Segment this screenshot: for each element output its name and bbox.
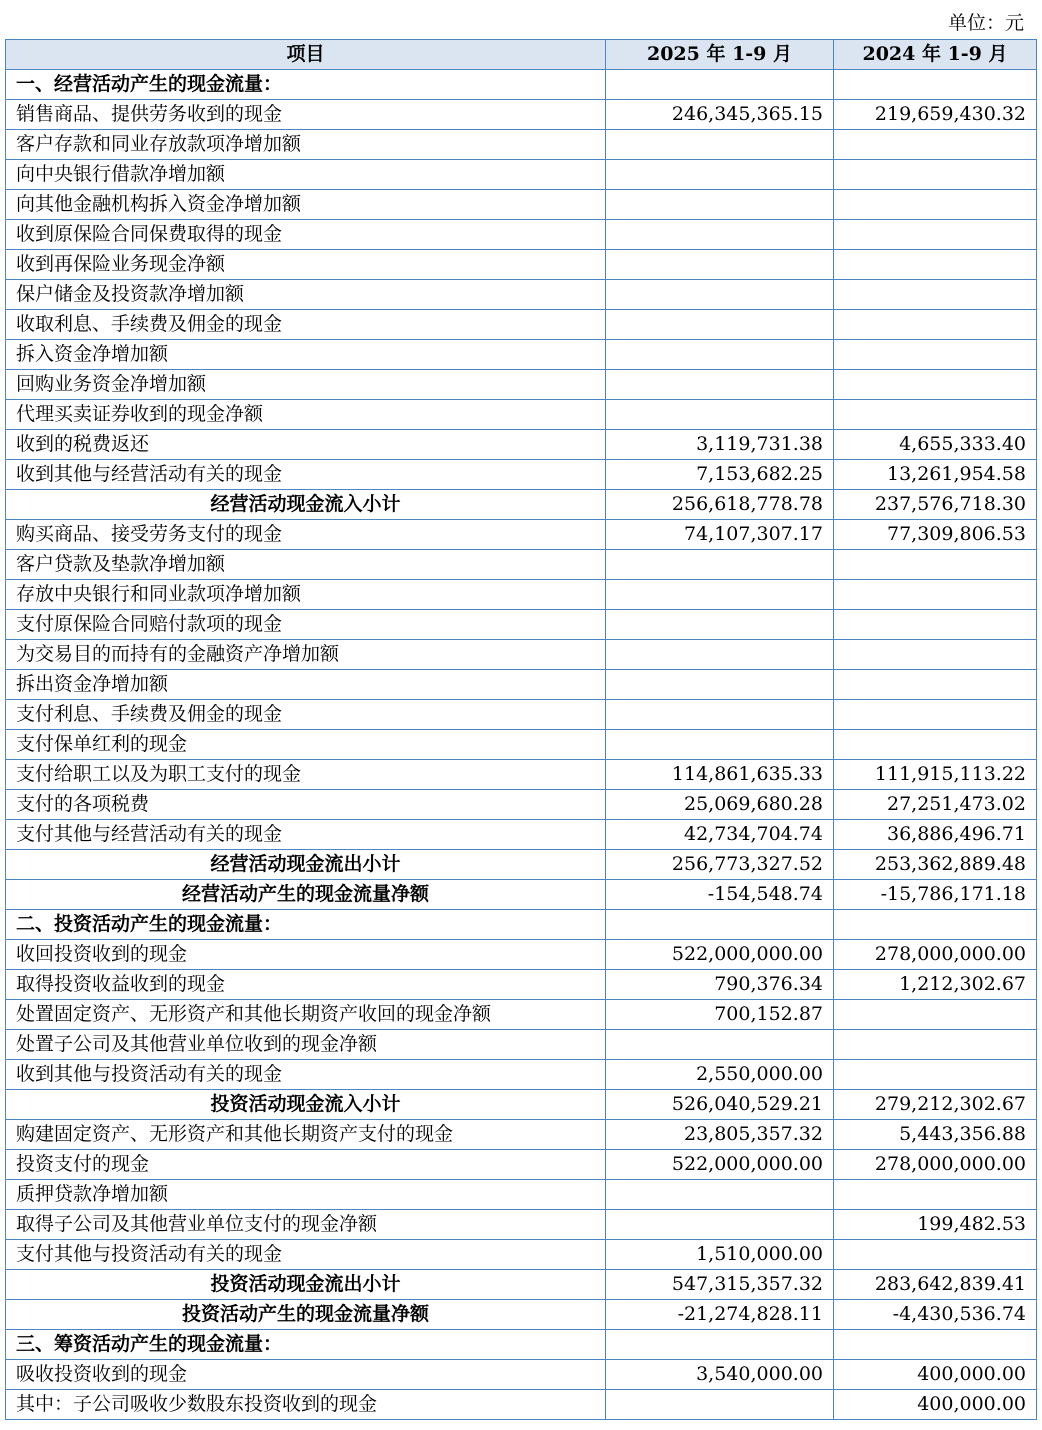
- value-2024: [834, 220, 1037, 250]
- value-2025: 7,153,682.25: [606, 460, 834, 490]
- row-label: 投资活动现金流出小计: [6, 1270, 606, 1300]
- row-label: 购建固定资产、无形资产和其他长期资产支付的现金: [6, 1120, 606, 1150]
- table-row: [6, 550, 1037, 580]
- value-2025: 1,510,000.00: [606, 1240, 834, 1270]
- row-label: 为交易目的而持有的金融资产净增加额: [6, 640, 606, 670]
- value-2025: [606, 370, 834, 400]
- value-2025: [606, 250, 834, 280]
- value-2024: 27,251,473.02: [834, 790, 1037, 820]
- value-2024: [834, 640, 1037, 670]
- unit-label: 单位：元: [947, 12, 1024, 34]
- value-2025: [606, 400, 834, 430]
- row-label: 向其他金融机构拆入资金净增加额: [6, 190, 606, 220]
- value-2025: [606, 1210, 834, 1240]
- value-2025: [606, 730, 834, 760]
- row-label: 取得子公司及其他营业单位支付的现金净额: [6, 1210, 606, 1240]
- value-2024: [834, 280, 1037, 310]
- value-2024: [834, 310, 1037, 340]
- row-label: 客户贷款及垫款净增加额: [6, 550, 606, 580]
- value-2024: [834, 1180, 1037, 1210]
- value-2024: [834, 70, 1037, 100]
- value-2025: [606, 310, 834, 340]
- table-row: [6, 490, 1037, 520]
- value-2024: [834, 190, 1037, 220]
- value-2025: [606, 1390, 834, 1420]
- table-row: [6, 340, 1037, 370]
- value-2025: [606, 190, 834, 220]
- value-2024: [834, 370, 1037, 400]
- table-row: [6, 970, 1037, 1000]
- row-label: 支付原保险合同赔付款项的现金: [6, 610, 606, 640]
- value-2024: [834, 700, 1037, 730]
- value-2024: [834, 1030, 1037, 1060]
- value-2025: [606, 1030, 834, 1060]
- table-row: [6, 820, 1037, 850]
- value-2024: [834, 250, 1037, 280]
- table-row: [6, 910, 1037, 940]
- value-2024: 237,576,718.30: [834, 490, 1037, 520]
- row-label: 收回投资收到的现金: [6, 940, 606, 970]
- table-row: [6, 640, 1037, 670]
- value-2025: 526,040,529.21: [606, 1090, 834, 1120]
- table-row: [6, 1030, 1037, 1060]
- table-row: [6, 1120, 1037, 1150]
- row-label: 质押贷款净增加额: [6, 1180, 606, 1210]
- value-2024: [834, 910, 1037, 940]
- table-row: [6, 1150, 1037, 1180]
- table-row: [6, 1210, 1037, 1240]
- value-2025: [606, 910, 834, 940]
- row-label: 支付利息、手续费及佣金的现金: [6, 700, 606, 730]
- value-2024: 4,655,333.40: [834, 430, 1037, 460]
- table-row: [6, 580, 1037, 610]
- value-2025: [606, 340, 834, 370]
- row-label: 投资支付的现金: [6, 1150, 606, 1180]
- row-label: 吸收投资收到的现金: [6, 1360, 606, 1390]
- table-row: [6, 670, 1037, 700]
- value-2024: -15,786,171.18: [834, 880, 1037, 910]
- value-2025: [606, 130, 834, 160]
- table-row: [6, 280, 1037, 310]
- table-row: [6, 220, 1037, 250]
- value-2025: [606, 220, 834, 250]
- value-2024: [834, 580, 1037, 610]
- value-2024: 199,482.53: [834, 1210, 1037, 1240]
- row-label: 保户储金及投资款净增加额: [6, 280, 606, 310]
- value-2024: [834, 1240, 1037, 1270]
- value-2024: -4,430,536.74: [834, 1300, 1037, 1330]
- value-2025: [606, 280, 834, 310]
- table-row: [6, 520, 1037, 550]
- value-2025: -154,548.74: [606, 880, 834, 910]
- value-2024: 77,309,806.53: [834, 520, 1037, 550]
- row-label: 支付给职工以及为职工支付的现金: [6, 760, 606, 790]
- value-2024: [834, 1000, 1037, 1030]
- table-row: [6, 310, 1037, 340]
- table-row: [6, 760, 1037, 790]
- row-label: 二、投资活动产生的现金流量：: [6, 910, 606, 940]
- value-2025: [606, 610, 834, 640]
- table-row: [6, 1270, 1037, 1300]
- row-label: 取得投资收益收到的现金: [6, 970, 606, 1000]
- table-row: [6, 430, 1037, 460]
- row-label: 经营活动产生的现金流量净额: [6, 880, 606, 910]
- row-label: 经营活动现金流入小计: [6, 490, 606, 520]
- table-row: [6, 160, 1037, 190]
- value-2024: 13,261,954.58: [834, 460, 1037, 490]
- value-2024: [834, 400, 1037, 430]
- table-row: [6, 850, 1037, 880]
- table-row: [6, 700, 1037, 730]
- row-label: 一、经营活动产生的现金流量：: [6, 70, 606, 100]
- row-label: 销售商品、提供劳务收到的现金: [6, 100, 606, 130]
- value-2025: 114,861,635.33: [606, 760, 834, 790]
- value-2024: 279,212,302.67: [834, 1090, 1037, 1120]
- value-2025: [606, 1330, 834, 1360]
- value-2024: 253,362,889.48: [834, 850, 1037, 880]
- value-2024: [834, 160, 1037, 190]
- value-2025: 2,550,000.00: [606, 1060, 834, 1090]
- value-2025: 246,345,365.15: [606, 100, 834, 130]
- row-label: 代理买卖证券收到的现金净额: [6, 400, 606, 430]
- table-row: [6, 1090, 1037, 1120]
- table-row: [6, 790, 1037, 820]
- value-2025: 23,805,357.32: [606, 1120, 834, 1150]
- table-row: [6, 100, 1037, 130]
- value-2024: 219,659,430.32: [834, 100, 1037, 130]
- row-label: 收到其他与经营活动有关的现金: [6, 460, 606, 490]
- value-2025: 790,376.34: [606, 970, 834, 1000]
- value-2025: [606, 670, 834, 700]
- value-2025: 42,734,704.74: [606, 820, 834, 850]
- value-2025: 3,540,000.00: [606, 1360, 834, 1390]
- table-row: [6, 130, 1037, 160]
- row-label: 经营活动现金流出小计: [6, 850, 606, 880]
- row-label: 三、筹资活动产生的现金流量：: [6, 1330, 606, 1360]
- row-label: 收到其他与投资活动有关的现金: [6, 1060, 606, 1090]
- value-2025: [606, 70, 834, 100]
- table-row: [6, 1180, 1037, 1210]
- table-row: [6, 1000, 1037, 1030]
- value-2025: 256,773,327.52: [606, 850, 834, 880]
- row-label: 客户存款和同业存放款项净增加额: [6, 130, 606, 160]
- table-row: [6, 250, 1037, 280]
- table-row: [6, 190, 1037, 220]
- value-2025: 3,119,731.38: [606, 430, 834, 460]
- value-2024: 1,212,302.67: [834, 970, 1037, 1000]
- row-label: 支付的各项税费: [6, 790, 606, 820]
- row-label: 处置固定资产、无形资产和其他长期资产收回的现金净额: [6, 1000, 606, 1030]
- value-2024: 400,000.00: [834, 1390, 1037, 1420]
- row-label: 收取利息、手续费及佣金的现金: [6, 310, 606, 340]
- table-row: [6, 1390, 1037, 1420]
- value-2024: 111,915,113.22: [834, 760, 1037, 790]
- table-row: [6, 940, 1037, 970]
- row-label: 拆入资金净增加额: [6, 340, 606, 370]
- row-label: 投资活动现金流入小计: [6, 1090, 606, 1120]
- value-2025: 74,107,307.17: [606, 520, 834, 550]
- row-label: 购买商品、接受劳务支付的现金: [6, 520, 606, 550]
- value-2024: [834, 1330, 1037, 1360]
- table-row: [6, 460, 1037, 490]
- table-row: [6, 1240, 1037, 1270]
- value-2024: 278,000,000.00: [834, 940, 1037, 970]
- value-2024: [834, 130, 1037, 160]
- value-2024: [834, 550, 1037, 580]
- row-label: 其中：子公司吸收少数股东投资收到的现金: [6, 1390, 606, 1420]
- value-2025: 25,069,680.28: [606, 790, 834, 820]
- table-row: [6, 1060, 1037, 1090]
- value-2024: 400,000.00: [834, 1360, 1037, 1390]
- row-label: 支付其他与投资活动有关的现金: [6, 1240, 606, 1270]
- row-label: 支付其他与经营活动有关的现金: [6, 820, 606, 850]
- row-label: 投资活动产生的现金流量净额: [6, 1300, 606, 1330]
- header-item: 项目: [6, 40, 606, 70]
- row-label: 处置子公司及其他营业单位收到的现金净额: [6, 1030, 606, 1060]
- value-2025: [606, 550, 834, 580]
- row-label: 回购业务资金净增加额: [6, 370, 606, 400]
- table-row: [6, 730, 1037, 760]
- header-2024: 2024 年 1-9 月: [834, 40, 1037, 70]
- table-row: [6, 1300, 1037, 1330]
- table-body: [6, 70, 1037, 1420]
- table-row: [6, 70, 1037, 100]
- table-row: [6, 1330, 1037, 1360]
- value-2024: [834, 340, 1037, 370]
- value-2025: 522,000,000.00: [606, 940, 834, 970]
- value-2025: 522,000,000.00: [606, 1150, 834, 1180]
- value-2024: [834, 670, 1037, 700]
- value-2025: [606, 1180, 834, 1210]
- value-2025: [606, 580, 834, 610]
- value-2024: [834, 1060, 1037, 1090]
- value-2025: 547,315,357.32: [606, 1270, 834, 1300]
- row-label: 向中央银行借款净增加额: [6, 160, 606, 190]
- value-2025: 256,618,778.78: [606, 490, 834, 520]
- row-label: 收到的税费返还: [6, 430, 606, 460]
- cash-flow-table: [5, 39, 1037, 1420]
- value-2025: 700,152.87: [606, 1000, 834, 1030]
- value-2024: [834, 730, 1037, 760]
- value-2025: [606, 640, 834, 670]
- table-row: [6, 880, 1037, 910]
- row-label: 存放中央银行和同业款项净增加额: [6, 580, 606, 610]
- row-label: 拆出资金净增加额: [6, 670, 606, 700]
- row-label: 支付保单红利的现金: [6, 730, 606, 760]
- value-2025: [606, 160, 834, 190]
- table-row: [6, 400, 1037, 430]
- table-row: [6, 370, 1037, 400]
- row-label: 收到再保险业务现金净额: [6, 250, 606, 280]
- table-row: [6, 1360, 1037, 1390]
- value-2024: [834, 610, 1037, 640]
- value-2024: 283,642,839.41: [834, 1270, 1037, 1300]
- table-row: [6, 610, 1037, 640]
- row-label: 收到原保险合同保费取得的现金: [6, 220, 606, 250]
- value-2025: -21,274,828.11: [606, 1300, 834, 1330]
- value-2025: [606, 700, 834, 730]
- header-2025: 2025 年 1-9 月: [606, 40, 834, 70]
- table-header-row: [6, 40, 1037, 70]
- value-2024: 36,886,496.71: [834, 820, 1037, 850]
- value-2024: 278,000,000.00: [834, 1150, 1037, 1180]
- value-2024: 5,443,356.88: [834, 1120, 1037, 1150]
